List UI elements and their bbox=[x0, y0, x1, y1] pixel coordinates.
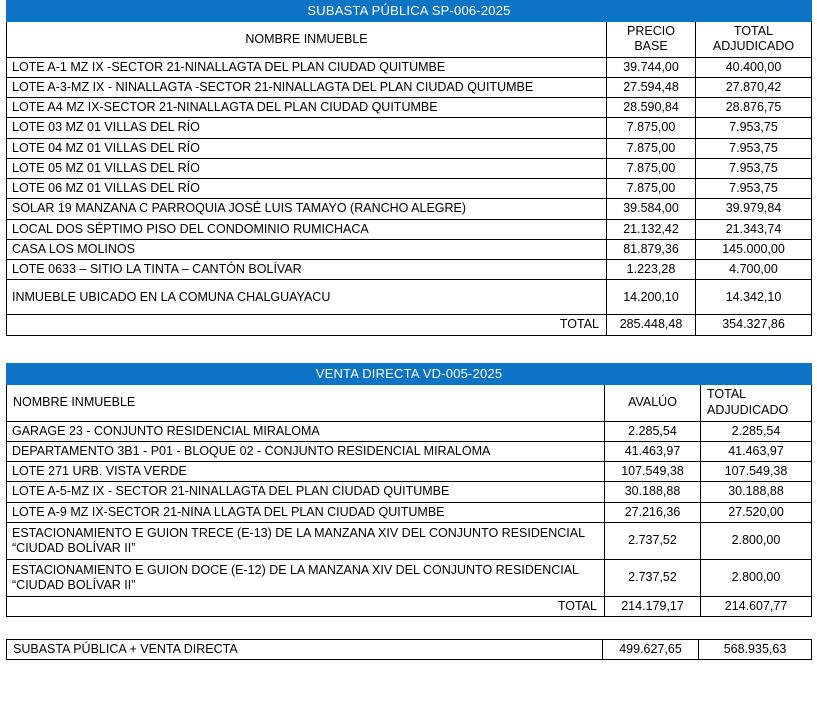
cell-nombre-inmueble: LOTE A-5-MZ IX - SECTOR 21-NINALLAGTA DEL PLAN CIUDAD QUITUMBE bbox=[7, 482, 605, 502]
cell-precio-base: 21.132,42 bbox=[607, 219, 696, 239]
table-row bbox=[7, 98, 812, 118]
column-header-nombre-inmueble: NOMBRE INMUEBLE bbox=[7, 384, 605, 421]
table-row bbox=[7, 179, 812, 199]
cell-nombre-inmueble: LOTE 271 URB. VISTA VERDE bbox=[7, 462, 605, 482]
total-total-adjudicado: 214.607,77 bbox=[701, 596, 812, 616]
column-header-total-adjudicado bbox=[701, 384, 812, 421]
cell-nombre-inmueble: LOTE A-1 MZ IX -SECTOR 21-NINALLAGTA DEL PLAN CIUDAD QUITUMBE bbox=[7, 57, 607, 77]
cell-avaluo: 2.285,54 bbox=[605, 421, 701, 441]
cell-nombre-inmueble: INMUEBLE UBICADO EN LA COMUNA CHALGUAYACU bbox=[7, 280, 607, 315]
table-venta-header-row bbox=[7, 384, 812, 421]
cell-total-adjudicado: 7.953,75 bbox=[696, 138, 812, 158]
table-row bbox=[7, 280, 812, 315]
column-header-total-adjudicado-line2: ADJUDICADO bbox=[712, 39, 795, 54]
cell-total-adjudicado: 27.870,42 bbox=[696, 77, 812, 97]
cell-precio-base: 1.223,28 bbox=[607, 260, 696, 280]
cell-total-adjudicado: 145.000,00 bbox=[696, 239, 812, 259]
cell-total-adjudicado: 7.953,75 bbox=[696, 118, 812, 138]
cell-precio-base: 39.584,00 bbox=[607, 199, 696, 219]
table-row bbox=[7, 522, 812, 559]
table-row bbox=[7, 502, 812, 522]
total-avaluo: 214.179,17 bbox=[605, 596, 701, 616]
table-row bbox=[7, 559, 812, 596]
cell-avaluo: 107.549,38 bbox=[605, 462, 701, 482]
total-label: TOTAL bbox=[7, 315, 607, 335]
cell-avaluo: 2.737,52 bbox=[605, 522, 701, 559]
table-gap-1 bbox=[6, 336, 811, 363]
column-header-avaluo: AVALÚO bbox=[605, 384, 701, 421]
table-row bbox=[7, 219, 812, 239]
table-subasta-title: SUBASTA PÚBLICA SP-006-2025 bbox=[7, 1, 812, 22]
cell-total-adjudicado: 30.188,88 bbox=[701, 482, 812, 502]
table-subasta-header-row bbox=[7, 22, 812, 58]
column-header-precio-base bbox=[607, 22, 696, 58]
cell-avaluo: 2.737,52 bbox=[605, 559, 701, 596]
cell-avaluo: 30.188,88 bbox=[605, 482, 701, 502]
cell-total-adjudicado: 4.700,00 bbox=[696, 260, 812, 280]
column-header-total-adjudicado-line1: TOTAL bbox=[707, 387, 747, 402]
table-row bbox=[7, 462, 812, 482]
cell-nombre-inmueble: LOTE A4 MZ IX-SECTOR 21-NINALLAGTA DEL PLAN CIUDAD QUITUMBE bbox=[7, 98, 607, 118]
cell-precio-base: 7.875,00 bbox=[607, 158, 696, 178]
cell-total-adjudicado: 2.800,00 bbox=[701, 522, 812, 559]
table-venta-title: VENTA DIRECTA VD-005-2025 bbox=[7, 363, 812, 384]
column-header-precio-base-line1: PRECIO bbox=[627, 24, 675, 38]
cell-total-adjudicado: 41.463,97 bbox=[701, 441, 812, 461]
summary-row bbox=[7, 640, 812, 660]
table-row bbox=[7, 199, 812, 219]
cell-total-adjudicado: 14.342,10 bbox=[696, 280, 812, 315]
cell-nombre-inmueble: LOTE 0633 – SITIO LA TINTA – CANTÓN BOLÍVAR bbox=[7, 260, 607, 280]
table-row bbox=[7, 57, 812, 77]
cell-total-adjudicado: 28.876,75 bbox=[696, 98, 812, 118]
table-subasta-total-row bbox=[7, 315, 812, 335]
table-row bbox=[7, 441, 812, 461]
total-total-adjudicado: 354.327,86 bbox=[696, 315, 812, 335]
cell-nombre-inmueble: LOCAL DOS SÉPTIMO PISO DEL CONDOMINIO RUMICHACA bbox=[7, 219, 607, 239]
cell-nombre-inmueble: LOTE 06 MZ 01 VILLAS DEL RÍO bbox=[7, 179, 607, 199]
cell-nombre-inmueble: LOTE 04 MZ 01 VILLAS DEL RÍO bbox=[7, 138, 607, 158]
column-header-nombre-inmueble: NOMBRE INMUEBLE bbox=[7, 22, 607, 58]
cell-total-adjudicado: 21.343,74 bbox=[696, 219, 812, 239]
table-row bbox=[7, 421, 812, 441]
cell-total-adjudicado: 107.549,38 bbox=[701, 462, 812, 482]
column-header-total-adjudicado bbox=[696, 22, 812, 58]
cell-precio-base: 14.200,10 bbox=[607, 280, 696, 315]
cell-precio-base: 27.594,48 bbox=[607, 77, 696, 97]
table-row bbox=[7, 118, 812, 138]
total-precio-base: 285.448,48 bbox=[607, 315, 696, 335]
table-row bbox=[7, 260, 812, 280]
cell-precio-base: 7.875,00 bbox=[607, 118, 696, 138]
cell-precio-base: 39.744,00 bbox=[607, 57, 696, 77]
summary-value-base: 499.627,65 bbox=[603, 640, 699, 660]
table-row bbox=[7, 158, 812, 178]
cell-total-adjudicado: 39.979,84 bbox=[696, 199, 812, 219]
table-subasta-publica bbox=[6, 0, 812, 336]
column-header-total-adjudicado-line1: TOTAL bbox=[733, 24, 774, 38]
cell-nombre-inmueble: LOTE A-3-MZ IX - NINALLAGTA -SECTOR 21-NINALLAGTA DEL PLAN CIUDAD QUITUMBE bbox=[7, 77, 607, 97]
cell-avaluo: 41.463,97 bbox=[605, 441, 701, 461]
cell-precio-base: 81.879,36 bbox=[607, 239, 696, 259]
table-row bbox=[7, 239, 812, 259]
cell-nombre-inmueble: ESTACIONAMIENTO E GUION TRECE (E-13) DE LA MANZANA XIV DEL CONJUNTO RESIDENCIAL “CIUDAD BOLÍVAR II” bbox=[7, 522, 605, 559]
table-subasta-title-row bbox=[7, 1, 812, 22]
cell-total-adjudicado: 2.285,54 bbox=[701, 421, 812, 441]
cell-nombre-inmueble: LOTE 05 MZ 01 VILLAS DEL RÍO bbox=[7, 158, 607, 178]
table-gap-2 bbox=[6, 617, 811, 639]
table-grand-summary bbox=[6, 639, 812, 660]
cell-nombre-inmueble: LOTE 03 MZ 01 VILLAS DEL RÍO bbox=[7, 118, 607, 138]
cell-precio-base: 7.875,00 bbox=[607, 138, 696, 158]
table-row bbox=[7, 482, 812, 502]
cell-precio-base: 7.875,00 bbox=[607, 179, 696, 199]
table-row bbox=[7, 77, 812, 97]
table-venta-title-row bbox=[7, 363, 812, 384]
cell-nombre-inmueble: SOLAR 19 MANZANA C PARROQUIA JOSÉ LUIS TAMAYO (RANCHO ALEGRE) bbox=[7, 199, 607, 219]
cell-nombre-inmueble: DEPARTAMENTO 3B1 - P01 - BLOQUE 02 - CONJUNTO RESIDENCIAL MIRALOMA bbox=[7, 441, 605, 461]
cell-avaluo: 27.216,36 bbox=[605, 502, 701, 522]
cell-total-adjudicado: 40.400,00 bbox=[696, 57, 812, 77]
cell-nombre-inmueble: LOTE A-9 MZ IX-SECTOR 21-NINA LLAGTA DEL PLAN CIUDAD QUITUMBE bbox=[7, 502, 605, 522]
cell-precio-base: 28.590,84 bbox=[607, 98, 696, 118]
total-label: TOTAL bbox=[7, 596, 605, 616]
table-row bbox=[7, 138, 812, 158]
cell-total-adjudicado: 7.953,75 bbox=[696, 158, 812, 178]
table-venta-total-row bbox=[7, 596, 812, 616]
column-header-precio-base-line2: BASE bbox=[634, 39, 668, 54]
cell-nombre-inmueble: GARAGE 23 - CONJUNTO RESIDENCIAL MIRALOMA bbox=[7, 421, 605, 441]
table-venta-directa bbox=[6, 363, 812, 618]
column-header-total-adjudicado-line2: ADJUDICADO bbox=[707, 402, 789, 417]
summary-label: SUBASTA PÚBLICA + VENTA DIRECTA bbox=[7, 640, 603, 660]
cell-total-adjudicado: 2.800,00 bbox=[701, 559, 812, 596]
cell-nombre-inmueble: ESTACIONAMIENTO E GUION DOCE (E-12) DE LA MANZANA XIV DEL CONJUNTO RESIDENCIAL “CIUDAD BOLÍVAR II” bbox=[7, 559, 605, 596]
summary-value-adjudicado: 568.935,63 bbox=[699, 640, 812, 660]
cell-total-adjudicado: 7.953,75 bbox=[696, 179, 812, 199]
cell-total-adjudicado: 27.520,00 bbox=[701, 502, 812, 522]
cell-nombre-inmueble: CASA LOS MOLINOS bbox=[7, 239, 607, 259]
